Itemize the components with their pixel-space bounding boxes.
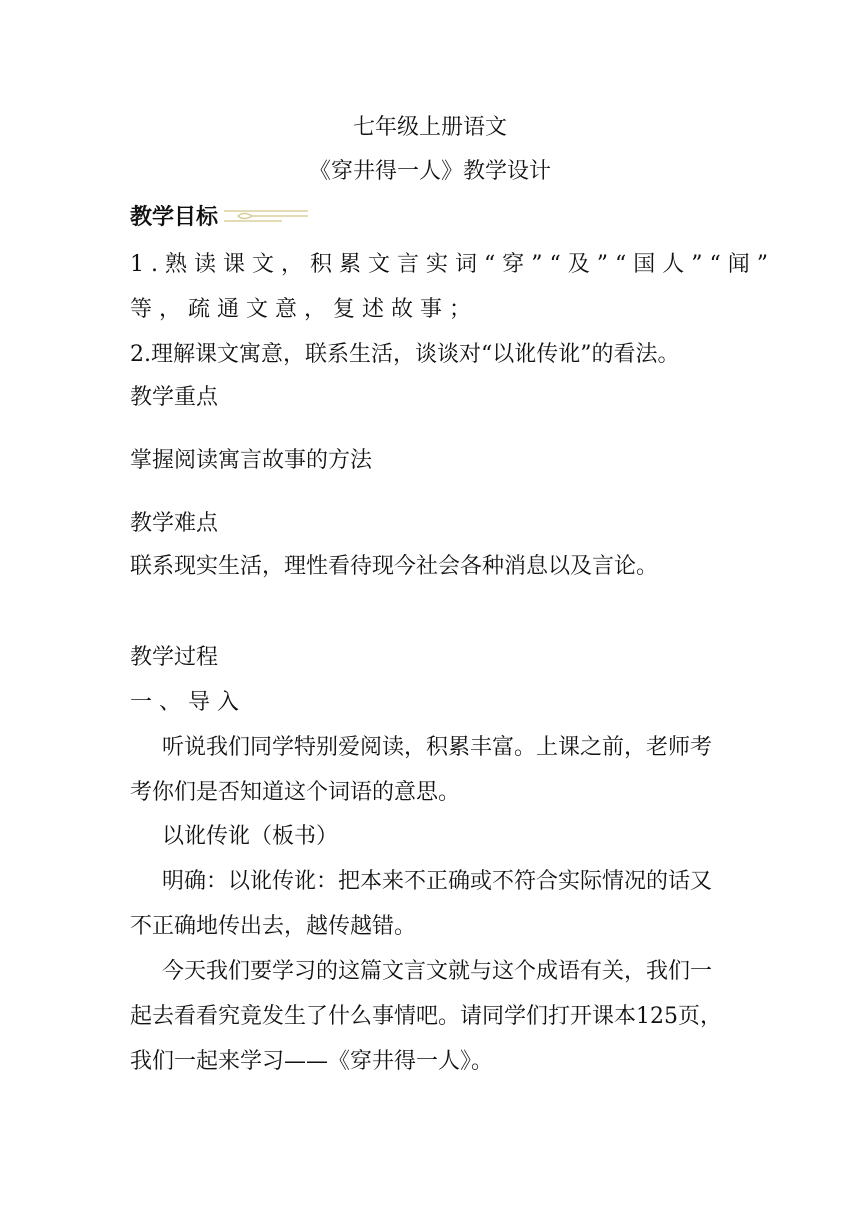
scroll-ornament-icon (222, 205, 312, 227)
difficulty-text: 联系现实生活，理性看待现今社会各种消息以及言论。 (130, 554, 659, 579)
board-writing-line: 以讹传讹（板书） (162, 824, 339, 849)
section-intro-heading: 一、导入 (130, 690, 247, 715)
document-subtitle: 《穿井得一人》教学设计 (308, 159, 551, 184)
process-heading: 教学过程 (130, 645, 219, 670)
paragraph-line: 不正确地传出去，越传越错。 (130, 914, 417, 939)
key-point-heading: 教学重点 (130, 385, 219, 410)
paragraph-line: 听说我们同学特别爱阅读，积累丰富。上课之前，老师考 (162, 735, 713, 760)
paragraph-line: 今天我们要学习的这篇文言文就与这个成语有关，我们一 (162, 959, 713, 984)
paragraph-line: 考你们是否知道这个词语的意思。 (130, 780, 461, 805)
goals-item-2: 2.理解课文寓意，联系生活，谈谈对“以讹传讹”的看法。 (130, 342, 680, 367)
goals-item-1-cont: 等，疏通文意，复述故事； (130, 297, 479, 322)
key-point-text: 掌握阅读寓言故事的方法 (130, 448, 373, 473)
goals-heading: 教学目标 (130, 205, 219, 230)
document-title: 七年级上册语文 (352, 115, 507, 140)
goals-item-1: 1.熟读课文，积累文言实词“穿”“及”“国人”“闻” (130, 252, 775, 277)
paragraph-line: 明确：以讹传讹：把本来不正确或不符合实际情况的话又 (162, 869, 713, 894)
paragraph-line: 我们一起来学习——《穿井得一人》。 (130, 1049, 494, 1074)
difficulty-heading: 教学难点 (130, 511, 219, 536)
paragraph-line: 起去看看究竟发生了什么事情吧。请同学们打开课本125页， (130, 1004, 722, 1029)
